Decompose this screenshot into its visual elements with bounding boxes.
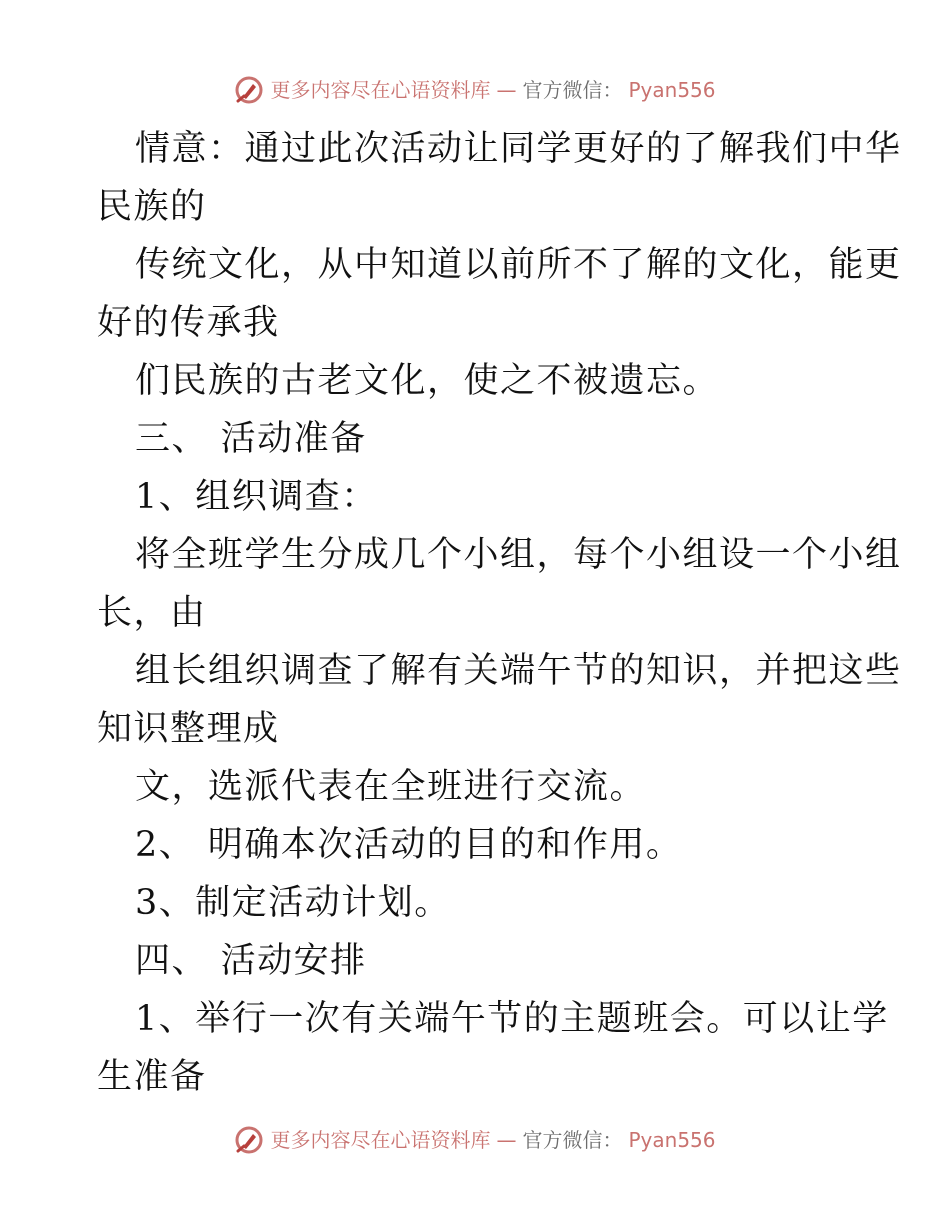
pen-nib-circle-logo-icon	[234, 1125, 264, 1155]
watermark-dash: —	[496, 1128, 517, 1152]
paragraph-line: 组长组织调查了解有关端午节的知识，并把这些	[135, 651, 902, 691]
paragraph-line: 生准备	[97, 1057, 207, 1097]
paragraph-line: 好的传承我	[97, 303, 280, 343]
paragraph-line: 文，选派代表在全班进行交流。	[135, 767, 647, 807]
watermark-wechat-id: Pyan556	[628, 1128, 716, 1152]
section-heading: 三、 活动准备	[135, 419, 367, 459]
watermark-main-text: 更多内容尽在心语资料库	[270, 78, 491, 102]
paragraph-line: 传统文化，从中知道以前所不了解的文化，能更	[135, 245, 902, 285]
watermark-wechat-label: 官方微信：	[522, 78, 623, 102]
pen-nib-circle-logo-icon	[234, 75, 264, 105]
header-watermark-banner	[0, 75, 950, 105]
paragraph-line: 长，由	[97, 593, 207, 633]
watermark-wechat-label: 官方微信：	[522, 1128, 623, 1152]
footer-watermark-banner	[0, 1125, 950, 1155]
list-item: 3、制定活动计划。	[135, 883, 451, 923]
subsection-heading: 1、组织调查：	[135, 477, 378, 517]
watermark-wechat-id: Pyan556	[628, 78, 716, 102]
paragraph-line: 们民族的古老文化，使之不被遗忘。	[135, 361, 720, 401]
section-heading: 四、 活动安排	[135, 941, 367, 981]
paragraph-line: 情意：通过此次活动让同学更好的了解我们中华	[135, 129, 902, 169]
watermark-dash: —	[496, 78, 517, 102]
list-item: 2、 明确本次活动的目的和作用。	[135, 825, 683, 865]
document-body	[97, 120, 902, 1106]
paragraph-line: 知识整理成	[97, 709, 280, 749]
watermark-main-text: 更多内容尽在心语资料库	[270, 1128, 491, 1152]
list-item: 1、举行一次有关端午节的主题班会。可以让学	[135, 999, 889, 1039]
paragraph-line: 民族的	[97, 187, 207, 227]
paragraph-line: 将全班学生分成几个小组，每个小组设一个小组	[135, 535, 902, 575]
